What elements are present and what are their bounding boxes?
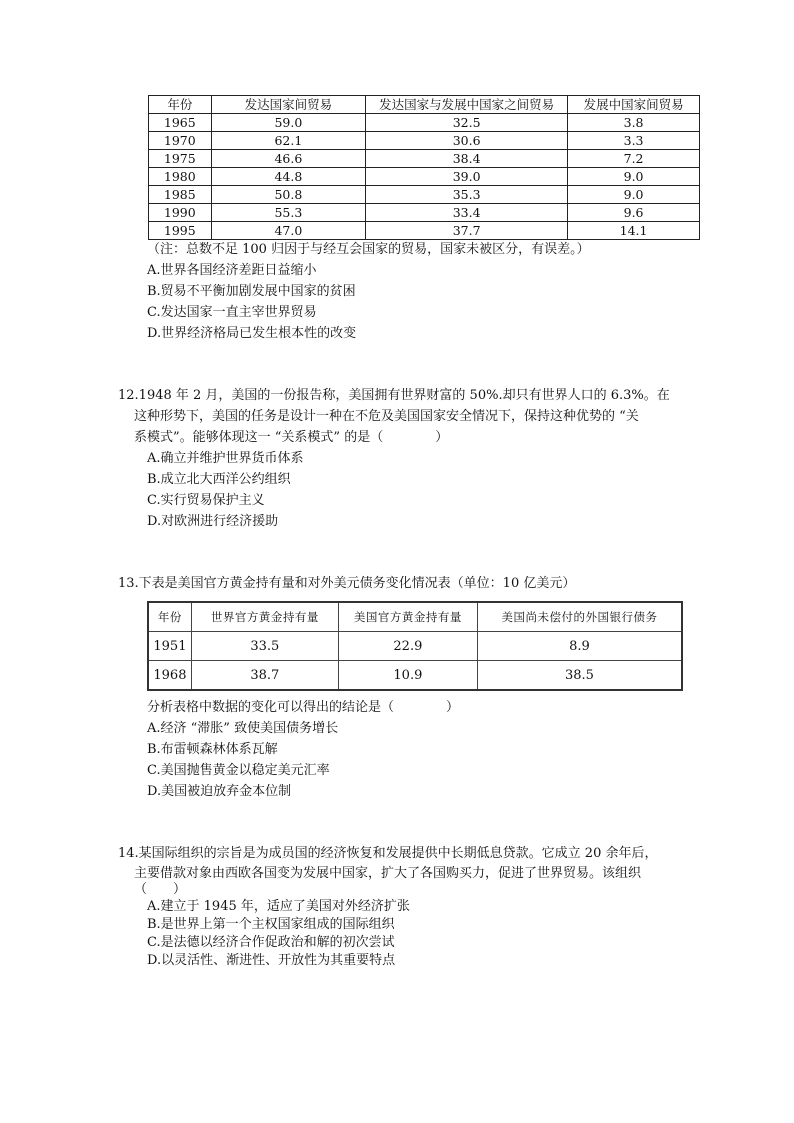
table-cell: 62.1 — [211, 132, 366, 150]
option-c: C.美国抛售黄金以稳定美元汇率 — [147, 763, 330, 778]
table-cell: 30.6 — [366, 132, 568, 150]
option-d: D.以灵活性、渐进性、开放性为其重要特点 — [147, 953, 396, 968]
table-cell: 1965 — [149, 114, 212, 132]
table-cell: 22.9 — [338, 632, 477, 661]
table-row — [149, 114, 700, 132]
table-cell: 9.6 — [568, 204, 700, 222]
table-cell: 59.0 — [211, 114, 366, 132]
table-row — [149, 168, 700, 186]
table-header-cell: 发展中国家间贸易 — [568, 96, 700, 114]
table-cell: 10.9 — [338, 661, 477, 691]
table-cell: 35.3 — [366, 186, 568, 204]
question-12-stem: 系模式”。能够体现这一 “关系模式” 的是（ ） — [134, 430, 449, 445]
table-cell: 39.0 — [366, 168, 568, 186]
table-row — [149, 186, 700, 204]
question-13-prompt: 分析表格中数据的变化可以得出的结论是（ ） — [147, 700, 460, 715]
table-row — [149, 204, 700, 222]
table-note: （注：总数不足 100 归因于与经互会国家的贸易，国家未被区分，有误差。） — [147, 242, 590, 257]
table-header-cell: 美国尚未偿付的外国银行债务 — [477, 602, 682, 632]
table-cell: 9.0 — [568, 168, 700, 186]
table-header-cell: 年份 — [149, 96, 212, 114]
option-c: C.发达国家一直主宰世界贸易 — [147, 305, 317, 320]
table-cell: 8.9 — [477, 632, 682, 661]
question-12-stem: 12.1948 年 2 月，美国的一份报告称，美国拥有世界财富的 50%.却只有世界人口的 6.3%。在 — [118, 388, 670, 403]
table-cell: 32.5 — [366, 114, 568, 132]
table-row — [149, 132, 700, 150]
table-header-cell: 美国官方黄金持有量 — [338, 602, 477, 632]
table-row — [149, 222, 700, 240]
table-header-cell: 年份 — [148, 602, 191, 632]
option-a: A.经济 “滞胀” 致使美国债务增长 — [147, 721, 339, 736]
table-cell: 1980 — [149, 168, 212, 186]
table-cell: 33.5 — [191, 632, 338, 661]
question-12-stem: 这种形势下，美国的任务是设计一种在不危及美国国家安全情况下，保持这种优势的 “关 — [134, 409, 639, 424]
table-cell: 33.4 — [366, 204, 568, 222]
option-b: B.是世界上第一个主权国家组成的国际组织 — [147, 917, 395, 932]
table-cell: 9.0 — [568, 186, 700, 204]
table-row — [149, 150, 700, 168]
option-b: B.成立北大西洋公约组织 — [147, 472, 291, 487]
option-d: D.世界经济格局已发生根本性的改变 — [147, 326, 357, 341]
table-cell: 1968 — [148, 661, 191, 691]
question-13-stem: 13.下表是美国官方黄金持有量和对外美元债务变化情况表（单位：10 亿美元） — [118, 576, 576, 591]
table-header-row — [149, 96, 700, 114]
table-cell: 14.1 — [568, 222, 700, 240]
table-header-cell: 发达国家与发展中国家之间贸易 — [366, 96, 568, 114]
table-cell: 47.0 — [211, 222, 366, 240]
option-d: D.对欧洲进行经济援助 — [147, 514, 279, 529]
table-cell: 3.8 — [568, 114, 700, 132]
trade-share-table — [148, 95, 700, 240]
option-b: B.布雷顿森林体系瓦解 — [147, 742, 278, 757]
table-cell: 46.6 — [211, 150, 366, 168]
table-cell: 37.7 — [366, 222, 568, 240]
table-cell: 1975 — [149, 150, 212, 168]
table-row — [148, 661, 682, 691]
table-header-cell: 发达国家间贸易 — [211, 96, 366, 114]
option-a: A.确立并维护世界货币体系 — [147, 451, 304, 466]
table-header-row — [148, 602, 682, 632]
table-cell: 1951 — [148, 632, 191, 661]
table-cell: 1995 — [149, 222, 212, 240]
question-14-stem: 主要借款对象由西欧各国变为发展中国家，扩大了各国购买力，促进了世界贸易。该组织 — [134, 866, 642, 881]
gold-debt-table — [147, 601, 683, 691]
table-cell: 3.3 — [568, 132, 700, 150]
table-cell: 50.8 — [211, 186, 366, 204]
question-14-stem: （ ） — [134, 882, 187, 897]
option-c: C.实行贸易保护主义 — [147, 493, 265, 508]
table-cell: 1985 — [149, 186, 212, 204]
option-d: D.美国被迫放弃金本位制 — [147, 784, 292, 799]
table-cell: 1990 — [149, 204, 212, 222]
option-b: B.贸易不平衡加剧发展中国家的贫困 — [147, 284, 356, 299]
table-cell: 1970 — [149, 132, 212, 150]
option-c: C.是法德以经济合作促政治和解的初次尝试 — [147, 935, 395, 950]
table-cell: 38.4 — [366, 150, 568, 168]
table-cell: 38.5 — [477, 661, 682, 691]
table-header-cell: 世界官方黄金持有量 — [191, 602, 338, 632]
option-a: A.世界各国经济差距日益缩小 — [147, 263, 317, 278]
table-row — [148, 632, 682, 661]
table-cell: 7.2 — [568, 150, 700, 168]
table-cell: 44.8 — [211, 168, 366, 186]
table-cell: 55.3 — [211, 204, 366, 222]
table-cell: 38.7 — [191, 661, 338, 691]
option-a: A.建立于 1945 年，适应了美国对外经济扩张 — [147, 899, 410, 914]
question-14-stem: 14.某国际组织的宗旨是为成员国的经济恢复和发展提供中长期低息贷款。它成立 20 余年后， — [118, 846, 658, 861]
